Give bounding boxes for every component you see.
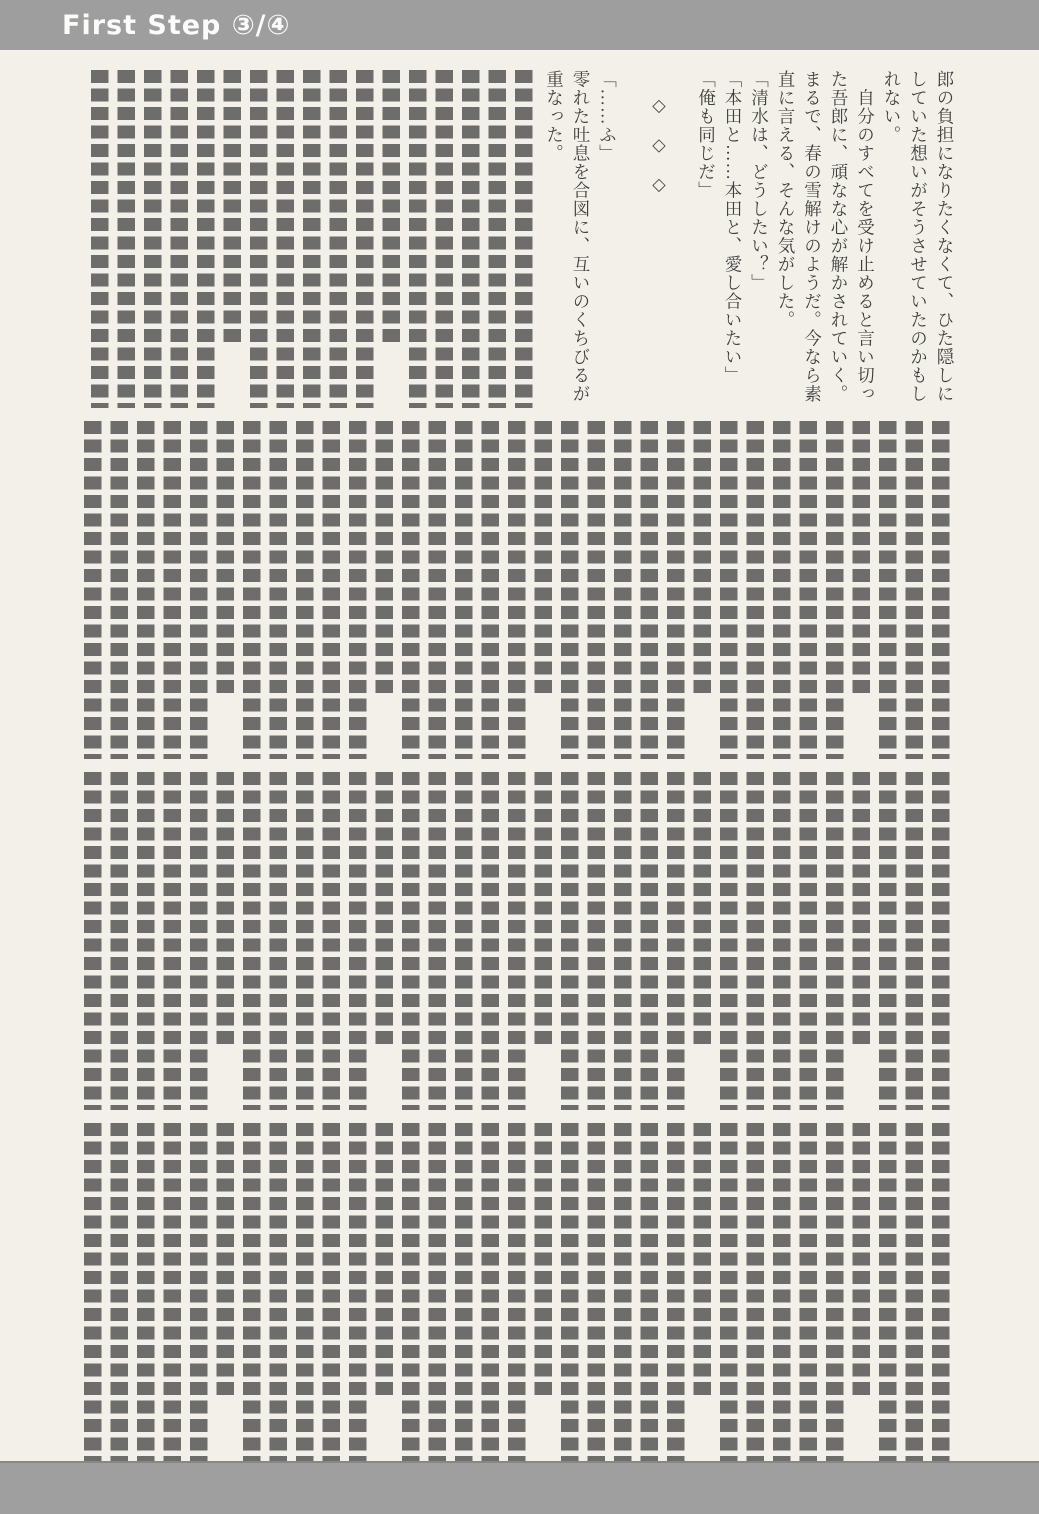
- paragraph: 郎の負担になりたくなくて、ひた隠しにしていた想いがそうさせていたのかもしれない。: [882, 70, 955, 403]
- text-band-2: [80, 421, 958, 759]
- redacted-text-block: [84, 1123, 959, 1461]
- redacted-text-block: [84, 421, 959, 759]
- dialogue-line: 「清水は、どうしたい？」: [749, 70, 770, 292]
- vertical-text-flow: [80, 421, 958, 759]
- vertical-text-flow: [80, 1123, 958, 1461]
- dialogue-line: 「本田と……本田と、愛し合いたい」: [723, 70, 743, 385]
- text-band-3: [80, 772, 958, 1110]
- vertical-text-flow: [80, 70, 958, 408]
- redacted-text-block: [91, 70, 542, 408]
- paragraph: 零れた吐息を合図に、互いのくちびるが重なった。: [544, 70, 591, 403]
- section-divider: ◇ ◇ ◇: [650, 96, 670, 196]
- paragraph: 自分のすべてを受け止めると言い切った吾郎に、頑なな心が解かされていく。まるで、春の雪解けのようだ。今なら素直に言える、そんな気がした。: [776, 70, 876, 403]
- text-band-1: [80, 70, 958, 408]
- dialogue-line: 「……ふ」: [597, 70, 618, 163]
- page-title: First Step ③/④: [62, 9, 291, 41]
- footer-bar: [0, 1461, 1039, 1514]
- dialogue-line: 「俺も同じだ」: [696, 70, 717, 200]
- text-band-4: [80, 1123, 958, 1461]
- redacted-text-block: [84, 772, 959, 1110]
- header-bar: [0, 0, 1039, 50]
- vertical-text-flow: [80, 772, 958, 1110]
